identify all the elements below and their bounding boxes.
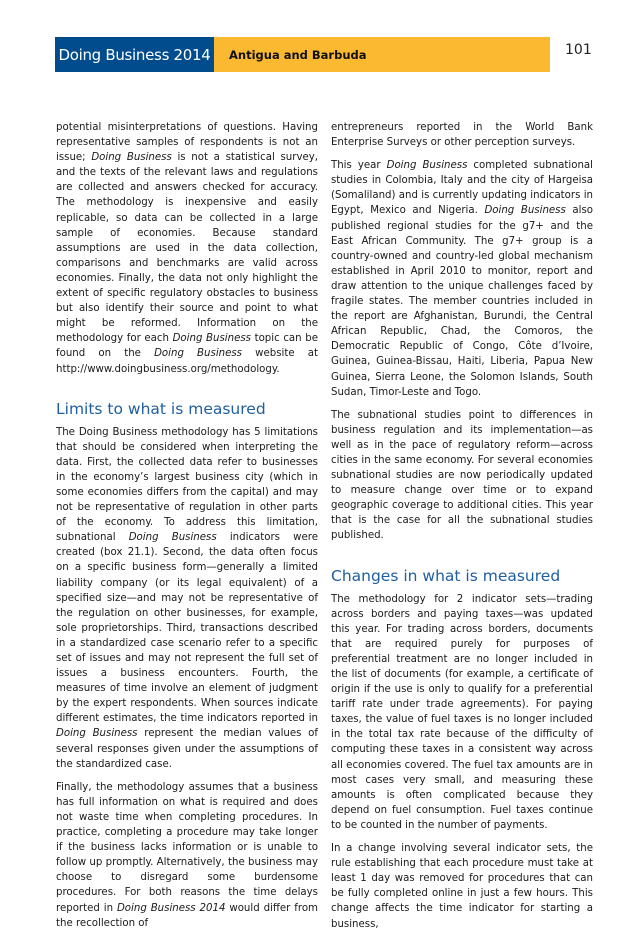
text: represent the median values of several responses given under the assumptions of the standardized case. xyxy=(56,728,318,770)
italic-title: Doing Business xyxy=(172,333,251,345)
publication-title: Doing Business 2014 xyxy=(55,37,214,72)
italic-title: Doing Business xyxy=(484,205,566,217)
paragraph: In a change involving several indicator sets, the rule establishing that each procedure must take at least 1 day was removed for procedures that can be fully completed online in just a few hours. This change affects the time indicator for starting a business, xyxy=(331,843,593,930)
paragraph xyxy=(56,425,318,772)
paragraph: The methodology for 2 indicator sets—trading across borders and paying taxes—was updated this year. For trading across borders, documents that are required purely for purposes of preferential treatment are no longer included in the list of documents (for example, a certificate of origin if the use is only to qualify for a preferential tariff rate under trade agreements). For paying taxes, the value of fuel taxes is no longer included in the total tax rate because of the difficulty of computing these taxes in a consistent way across all economies covered. The fuel tax amounts are in most cases very small, and measuring these amounts is often complicated because they depend on fuel consumption. Fuel taxes continue to be counted in the number of payments. xyxy=(331,593,593,831)
text: The Doing Business methodology has 5 limitations that should be considered when interpreting the data. First, the collected data refer to businesses in the economy’s largest business city (which in some economies differs from the capital) and may not be representative of regulation in other parts of the economy. To address this limitation, subnational xyxy=(56,426,318,544)
paragraph xyxy=(331,158,593,400)
text: potential misinterpretations of questions. Having representative samples of respondents is not an issue; xyxy=(56,122,318,164)
economy-name: Antigua and Barbuda xyxy=(214,37,550,72)
text: would differ from the recollection of xyxy=(56,902,318,929)
section-heading-limits: Limits to what is measured xyxy=(56,399,266,418)
italic-title: Doing Business xyxy=(154,348,242,360)
text: website at http://www.doingbusiness.org/methodology. xyxy=(56,348,319,375)
paragraph xyxy=(56,780,318,931)
italic-title: Doing Business xyxy=(56,728,138,740)
text: This year xyxy=(331,160,387,172)
text: is not a statistical survey, and the texts of the relevant laws and regulations are collected and answers checked for accuracy. The methodology is inexpensive and easily replicable, so data can be collected in a large sample of economies. Because standard assumptions are used in the data collection, comparisons and benchmarks are valid across economies. Finally, the data not only highlight the extent of specific regulatory obstacles to business but also identify their source and point to what might be reformed. Information on the methodology for each xyxy=(56,152,319,345)
text: completed subnational studies in Colombia, Italy and the city of Hargeisa (Somaliland) and is currently updating indicators in Egypt, Mexico and Nigeria. xyxy=(331,160,593,217)
paragraph: The subnational studies point to differences in business regulation and its implementation—as well as in the pace of regulatory reform—across cities in the same economy. For several economies subnational studies are now periodically updated to measure change over time or to expand geographic coverage to additional cities. This year that is the case for all the subnational studies published. xyxy=(331,409,593,542)
page-number: 101 xyxy=(565,42,592,58)
left-column xyxy=(56,120,318,939)
section-heading-changes: Changes in what is measured xyxy=(331,566,561,585)
text: indicators were created (box 21.1). Second, the data often focus on a specific business form—generally a limited liability company (or its legal equivalent) of a specified size—and may not be representative of the regulation on other businesses, for example, sole proprietorships. Third, transactions described in a standardized case scenario refer to a specific set of issues and may not represent the full set of issues a business encounters. Fourth, the measures of time involve an element of judgment by the expert respondents. When sources indicate different estimates, the time indicators reported in xyxy=(56,532,318,725)
italic-title: Doing Business xyxy=(91,152,172,164)
paragraph: entrepreneurs reported in the World Bank Enterprise Surveys or other perception surveys. xyxy=(331,122,593,149)
text: topic can be found on the xyxy=(56,333,318,360)
italic-title: Doing Business 2014 xyxy=(116,902,226,914)
right-column xyxy=(331,120,593,940)
italic-title: Doing Business xyxy=(128,532,217,544)
page-header xyxy=(55,37,550,72)
paragraph xyxy=(56,120,318,377)
italic-title: Doing Business xyxy=(386,160,468,172)
text: also published regional studies for the g7+ and the East African Community. The g7+ group is a country-owned and country-led global mechanism established in April 2010 to monitor, report and draw attention to the unique challenges faced by fragile states. The member countries included in the report are Afghanistan, Burundi, the Central African Republic, Chad, the Comoros, the Democratic Republic of Congo, Côte d’Ivoire, Guinea, Guinea-Bissau, Haiti, Liberia, Papua New Guinea, Sierra Leone, the Solomon Islands, South Sudan, Timor-Leste and Togo. xyxy=(331,205,594,398)
text: Finally, the methodology assumes that a business has full information on what is required and does not waste time when completing procedures. In practice, completing a procedure may take longer if the business lacks information or is unable to follow up promptly. Alternatively, the business may choose to disregard some burdensome procedures. For both reasons the time delays reported in xyxy=(56,781,318,914)
